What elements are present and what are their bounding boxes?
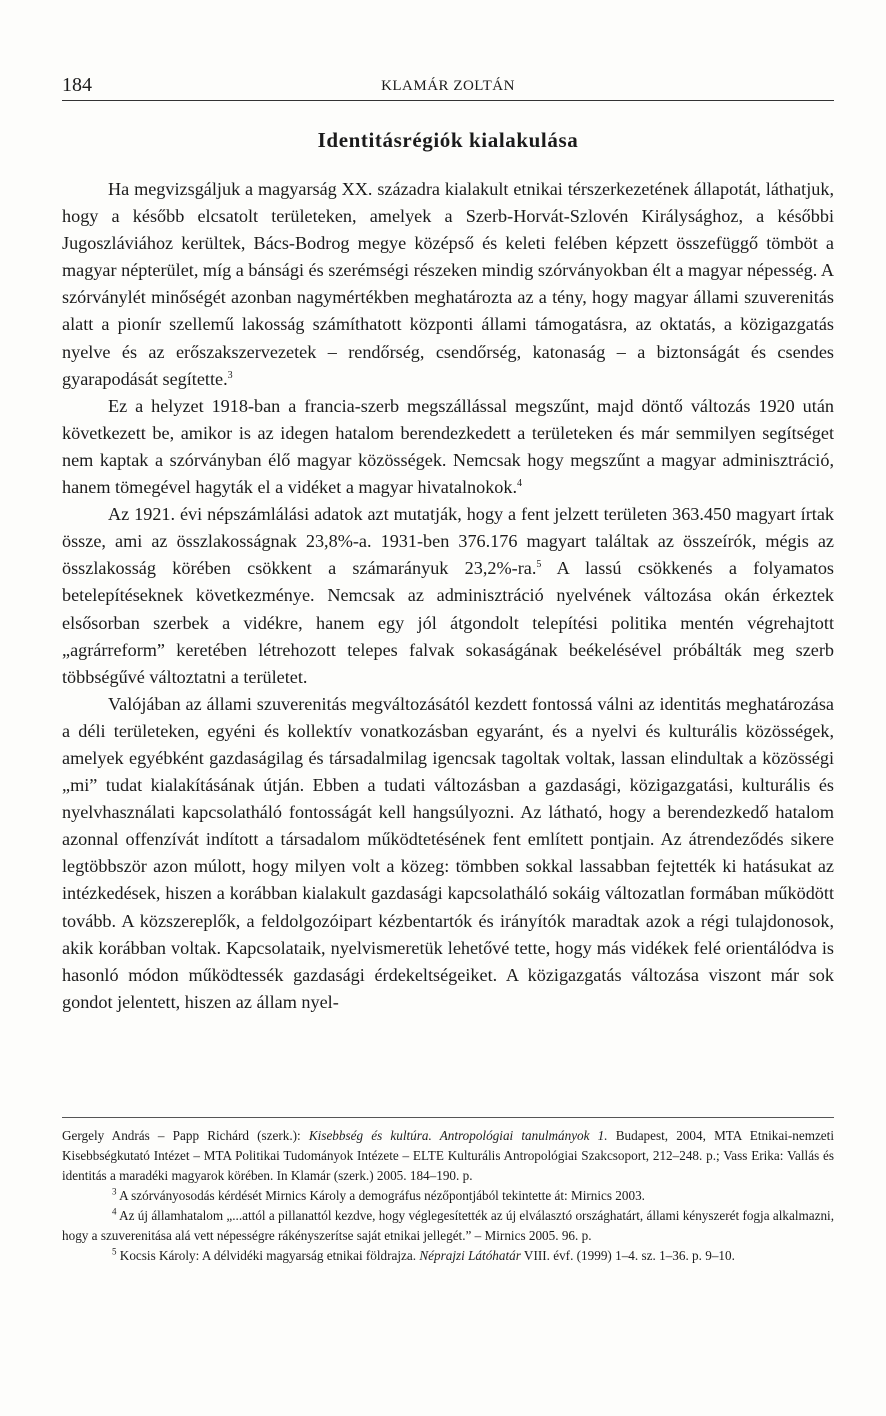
paragraph: Valójában az állami szuverenitás megváltozásától kezdett fontossá válni az identitás meghatározása a déli területeken, egyéni és kollektív vonatkozásban egyaránt, és a nyelvi és kulturális közösségek, amelyek egyébként gazdaságilag és társadalmilag igencsak tagoltak voltak, lassan elindultak a közösségi „mi” tudat kialakításának útján. Ebben a tudati változásban a gazdasági, közigazgatási, kulturális és nyelvhasználati kapcsolatháló fontosságát kell hangsúlyozni. Az látható, hogy a berendezkedő hatalom azonnal offenzívát indított a társadalom működtetésének fent említett pontjain. Az átrendeződés sikere legtöbbször azon múlott, hogy milyen volt a közeg: tömbben sokkal lassabban fejtették ki hatásukat az intézkedések, hiszen a korábban kialakult gazdasági kapcsolatháló sokáig változatlan formában működött tovább. A közszereplők, a feldolgozóipart kézbentartók és irányítók maradtak azok a régi tulajdonosok, akik korábban voltak. Kapcsolataik, nyelvismeretük lehetővé tette, hogy más vidékek felé orientálódva is hasonló módon működtessék gazdasági érdekeltségeiket. A közigazgatás változása viszont már sok gondot jelentett, hiszen az állam nyel- — [62, 693, 834, 1012]
footnote-divider — [62, 1117, 834, 1118]
paragraph: Ez a helyzet 1918-ban a francia-szerb megszállással megszűnt, majd döntő változás 1920 után következett be, amikor is az idegen hatalom berendezkedett a területeken és már semmilyen segítséget nem kaptak a szórványban élő magyar közösségek. Nemcsak hogy megszűnt a magyar adminisztráció, hanem tömegével hagyták el a vidéket a magyar hivatalnokok.$^4$ — [62, 395, 834, 498]
paragraph: Az 1921. évi népszámlálási adatok azt mutatják, hogy a fent jelzett területen 363.450 magyart írtak össze, ami az összlakosságnak 23,8%-a. 1931-ben 376.176 magyart találtak az összeírók, mégis az összlakosság körében csökkent a számarányuk 23,2%-ra.$^5$ A lassú csökkenés a folyamatos betelepítéseknek következménye. Nemcsak az adminisztráció nyelvének változása okán érkeztek elsősorban szerbek a vidékre, hanem egy jól átgondolt telepítési politika mentén végrehajtott „agrárreform” keretében létrehozott telepes falvak sokaságának beékelésével próbálták meg szerb többségűvé változtatni a területet. — [62, 504, 834, 687]
section-title: Identitásrégiók kialakulása — [317, 128, 579, 152]
page-header — [62, 72, 834, 101]
footnote-mark: 5 — [112, 1246, 117, 1257]
footnote-ref: 4 — [517, 477, 523, 489]
footnote-mark: 4 — [112, 1206, 117, 1217]
footnote-mark: 3 — [112, 1186, 117, 1197]
footnote-ref: 5 — [536, 559, 542, 571]
body-text — [62, 176, 834, 1016]
footnote-ref: 3 — [227, 369, 233, 381]
footnote: $^4$ Az új államhatalom „...attól a pillanattól kezdve, hogy véglegesítették az új elválasztó országhatárt, állami kényszerét fogja alkalmazni, hogy a szuverenitása alá vett népességre rákényszerítse saját etnikai jellegét.” – Mirnics 2005. 96. p. — [62, 1206, 834, 1243]
footnote: $^3$ A szórványosodás kérdését Mirnics Károly a demográfus nézőpontjából tekintette át: Mirnics 2003. — [112, 1186, 645, 1203]
footnote: $^5$ Kocsis Károly: A délvidéki magyarság etnikai földrajza. Néprajzi Látóhatár VIII. évf. (1999) 1–4. sz. 1–36. p. 9–10. — [112, 1246, 735, 1263]
page-number: 184 — [62, 74, 92, 96]
footnote: Gergely András – Papp Richárd (szerk.): Kisebbség és kultúra. Antropológiai tanulmányok 1. Budapest, 2004, MTA Etnikai-nemzeti Kisebbségkutató Intézet – MTA Politikai Tudományok Intézete – ELTE Kulturális Antropológiai Szakcsoport, 212–248. p.; Vass Erika: Vallás és identitás a maradéki magyarok körében. In Klamár (szerk.) 2005. 184–190. p. — [62, 1128, 834, 1183]
paragraph: Ha megvizsgáljuk a magyarság XX. századra kialakult etnikai térszerkezetének állapotát, láthatjuk, hogy a később elcsatolt területeken, amelyek a Szerb-Horvát-Szlovén Királysághoz, a későbbi Jugoszláviához kerültek, Bács-Bodrog megye középső és keleti felében képzett összefüggő tömböt a magyar népterület, míg a bánsági és szerémségi részeken mindig szórványokban élt a magyar népesség. A szórványlét minőségét azonban nagymértékben meghatározta az a tény, hogy magyar állami szuverenitás alatt a pionír szellemű lakosság számíthatott központi állami támogatásra, az oktatás, a közigazgatás nyelve és az erőszakszervezetek – rendőrség, csendőrség, katonaság – a biztonságát és csendes gyarapodását segítette.$^3$ — [62, 179, 834, 389]
footnotes — [62, 1126, 834, 1266]
running-head: KLAMÁR ZOLTÁN — [381, 78, 515, 94]
